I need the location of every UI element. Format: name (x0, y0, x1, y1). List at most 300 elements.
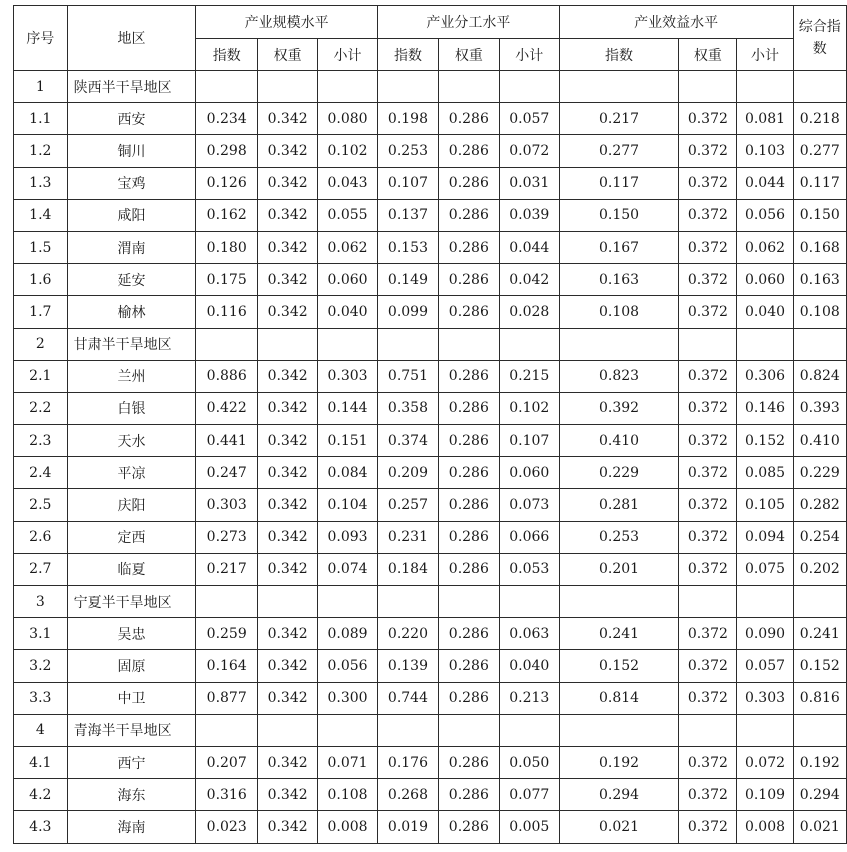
scale-subtotal-cell: 0.040 (318, 296, 378, 328)
division-index-cell: 0.198 (378, 103, 439, 135)
benefit-weight-cell: 0.372 (679, 746, 737, 778)
scale-index-cell: 0.273 (196, 521, 258, 553)
empty-cell (318, 714, 378, 746)
table-row (14, 103, 847, 135)
division-weight-cell: 0.286 (438, 553, 499, 585)
division-index-cell: 0.107 (378, 167, 439, 199)
empty-cell (196, 714, 258, 746)
empty-cell (318, 328, 378, 360)
composite-index-cell: 0.410 (793, 425, 846, 457)
row-number: 1.6 (14, 264, 68, 296)
division-weight-cell: 0.286 (438, 103, 499, 135)
section-number: 2 (14, 328, 68, 360)
scale-weight-cell: 0.342 (258, 779, 318, 811)
division-subtotal-cell: 0.102 (499, 392, 559, 424)
benefit-subtotal-cell: 0.306 (737, 360, 793, 392)
benefit-index-cell: 0.229 (559, 457, 679, 489)
empty-cell (378, 714, 439, 746)
division-subtotal-cell: 0.050 (499, 746, 559, 778)
benefit-index-cell: 0.201 (559, 553, 679, 585)
row-number: 2.5 (14, 489, 68, 521)
benefit-subtotal-cell: 0.060 (737, 264, 793, 296)
division-weight-header: 权重 (438, 39, 499, 71)
benefit-subtotal-cell: 0.085 (737, 457, 793, 489)
table-row (14, 811, 847, 843)
table-row (14, 553, 847, 585)
table-header (14, 6, 847, 71)
scale-weight-cell: 0.342 (258, 103, 318, 135)
composite-index-cell: 0.241 (793, 618, 846, 650)
division-subtotal-cell: 0.066 (499, 521, 559, 553)
row-number: 2.3 (14, 425, 68, 457)
division-weight-cell: 0.286 (438, 199, 499, 231)
composite-index-cell: 0.816 (793, 682, 846, 714)
benefit-index-cell: 0.253 (559, 521, 679, 553)
benefit-weight-cell: 0.372 (679, 779, 737, 811)
benefit-subtotal-cell: 0.044 (737, 167, 793, 199)
division-index-cell: 0.209 (378, 457, 439, 489)
division-subtotal-cell: 0.039 (499, 199, 559, 231)
division-index-cell: 0.744 (378, 682, 439, 714)
city-name: 咸阳 (67, 199, 196, 231)
division-index-cell: 0.358 (378, 392, 439, 424)
empty-cell (438, 328, 499, 360)
section-region-name: 青海半干旱地区 (67, 714, 196, 746)
composite-index-cell: 0.168 (793, 231, 846, 263)
scale-weight-cell: 0.342 (258, 296, 318, 328)
area-header: 地区 (67, 6, 196, 71)
composite-index-cell: 0.282 (793, 489, 846, 521)
city-name: 西安 (67, 103, 196, 135)
scale-weight-cell: 0.342 (258, 199, 318, 231)
division-weight-cell: 0.286 (438, 521, 499, 553)
scale-index-cell: 0.162 (196, 199, 258, 231)
benefit-subtotal-cell: 0.105 (737, 489, 793, 521)
empty-cell (499, 714, 559, 746)
empty-cell (559, 328, 679, 360)
division-subtotal-cell: 0.044 (499, 231, 559, 263)
benefit-subtotal-cell: 0.303 (737, 682, 793, 714)
city-name: 临夏 (67, 553, 196, 585)
scale-index-cell: 0.316 (196, 779, 258, 811)
city-name: 吴忠 (67, 618, 196, 650)
scale-subtotal-cell: 0.084 (318, 457, 378, 489)
empty-cell (499, 586, 559, 618)
scale-weight-cell: 0.342 (258, 167, 318, 199)
scale-index-cell: 0.023 (196, 811, 258, 843)
benefit-subtotal-cell: 0.081 (737, 103, 793, 135)
row-number: 2.2 (14, 392, 68, 424)
division-subtotal-cell: 0.028 (499, 296, 559, 328)
division-index-cell: 0.139 (378, 650, 439, 682)
benefit-subtotal-cell: 0.008 (737, 811, 793, 843)
city-name: 白银 (67, 392, 196, 424)
scale-index-cell: 0.298 (196, 135, 258, 167)
scale-index-cell: 0.234 (196, 103, 258, 135)
scale-subtotal-cell: 0.056 (318, 650, 378, 682)
empty-cell (499, 71, 559, 103)
benefit-index-cell: 0.277 (559, 135, 679, 167)
city-name: 海东 (67, 779, 196, 811)
composite-index-cell: 0.117 (793, 167, 846, 199)
section-row (14, 586, 847, 618)
benefit-weight-cell: 0.372 (679, 296, 737, 328)
benefit-subtotal-cell: 0.075 (737, 553, 793, 585)
empty-cell (737, 586, 793, 618)
division-index-cell: 0.220 (378, 618, 439, 650)
benefit-subtotal-cell: 0.090 (737, 618, 793, 650)
city-name: 平凉 (67, 457, 196, 489)
scale-subtotal-cell: 0.071 (318, 746, 378, 778)
scale-index-cell: 0.422 (196, 392, 258, 424)
city-name: 海南 (67, 811, 196, 843)
city-name: 天水 (67, 425, 196, 457)
city-name: 渭南 (67, 231, 196, 263)
empty-cell (793, 71, 846, 103)
scale-weight-cell: 0.342 (258, 521, 318, 553)
division-index-cell: 0.176 (378, 746, 439, 778)
division-weight-cell: 0.286 (438, 650, 499, 682)
empty-cell (258, 328, 318, 360)
division-subtotal-cell: 0.073 (499, 489, 559, 521)
composite-index-cell: 0.254 (793, 521, 846, 553)
scale-subtotal-cell: 0.060 (318, 264, 378, 296)
scale-weight-cell: 0.342 (258, 264, 318, 296)
scale-index-cell: 0.441 (196, 425, 258, 457)
composite-index-cell: 0.218 (793, 103, 846, 135)
empty-cell (438, 71, 499, 103)
data-table (13, 5, 847, 844)
scale-weight-cell: 0.342 (258, 457, 318, 489)
benefit-weight-cell: 0.372 (679, 650, 737, 682)
composite-index-cell: 0.192 (793, 746, 846, 778)
division-weight-cell: 0.286 (438, 618, 499, 650)
scale-subtotal-cell: 0.043 (318, 167, 378, 199)
benefit-index-cell: 0.392 (559, 392, 679, 424)
table-row (14, 264, 847, 296)
scale-subtotal-cell: 0.102 (318, 135, 378, 167)
division-subtotal-cell: 0.215 (499, 360, 559, 392)
empty-cell (196, 328, 258, 360)
composite-index-cell: 0.229 (793, 457, 846, 489)
empty-cell (559, 586, 679, 618)
division-subtotal-cell: 0.057 (499, 103, 559, 135)
composite-index-cell: 0.824 (793, 360, 846, 392)
scale-weight-cell: 0.342 (258, 618, 318, 650)
scale-index-header: 指数 (196, 39, 258, 71)
table-row (14, 779, 847, 811)
benefit-weight-cell: 0.372 (679, 521, 737, 553)
division-weight-cell: 0.286 (438, 746, 499, 778)
benefit-subtotal-cell: 0.072 (737, 746, 793, 778)
scale-subtotal-cell: 0.104 (318, 489, 378, 521)
division-group-header: 产业分工水平 (378, 6, 560, 39)
city-name: 宝鸡 (67, 167, 196, 199)
row-number: 2.7 (14, 553, 68, 585)
benefit-weight-cell: 0.372 (679, 457, 737, 489)
division-index-cell: 0.231 (378, 521, 439, 553)
benefit-index-cell: 0.410 (559, 425, 679, 457)
benefit-index-cell: 0.281 (559, 489, 679, 521)
section-row (14, 71, 847, 103)
section-number: 3 (14, 586, 68, 618)
division-weight-cell: 0.286 (438, 682, 499, 714)
benefit-weight-cell: 0.372 (679, 199, 737, 231)
scale-subtotal-cell: 0.144 (318, 392, 378, 424)
scale-index-cell: 0.116 (196, 296, 258, 328)
table-row (14, 618, 847, 650)
city-name: 兰州 (67, 360, 196, 392)
table-row (14, 199, 847, 231)
composite-index-cell: 0.393 (793, 392, 846, 424)
division-index-cell: 0.184 (378, 553, 439, 585)
scale-subtotal-cell: 0.089 (318, 618, 378, 650)
benefit-index-cell: 0.823 (559, 360, 679, 392)
row-number: 2.4 (14, 457, 68, 489)
scale-weight-cell: 0.342 (258, 489, 318, 521)
division-subtotal-cell: 0.040 (499, 650, 559, 682)
scale-index-cell: 0.247 (196, 457, 258, 489)
benefit-weight-cell: 0.372 (679, 811, 737, 843)
division-index-cell: 0.253 (378, 135, 439, 167)
scale-weight-cell: 0.342 (258, 682, 318, 714)
row-number: 1.4 (14, 199, 68, 231)
scale-index-cell: 0.886 (196, 360, 258, 392)
row-number: 3.2 (14, 650, 68, 682)
row-number: 3.1 (14, 618, 68, 650)
scale-subtotal-cell: 0.055 (318, 199, 378, 231)
city-name: 中卫 (67, 682, 196, 714)
row-number: 3.3 (14, 682, 68, 714)
benefit-subtotal-cell: 0.103 (737, 135, 793, 167)
section-region-name: 甘肃半干旱地区 (67, 328, 196, 360)
benefit-index-header: 指数 (559, 39, 679, 71)
scale-weight-header: 权重 (258, 39, 318, 71)
table-row (14, 360, 847, 392)
scale-index-cell: 0.164 (196, 650, 258, 682)
scale-index-cell: 0.217 (196, 553, 258, 585)
row-number: 2.1 (14, 360, 68, 392)
benefit-subtotal-cell: 0.057 (737, 650, 793, 682)
row-number: 1.7 (14, 296, 68, 328)
division-subtotal-cell: 0.077 (499, 779, 559, 811)
benefit-subtotal-cell: 0.146 (737, 392, 793, 424)
scale-weight-cell: 0.342 (258, 231, 318, 263)
division-index-cell: 0.751 (378, 360, 439, 392)
city-name: 西宁 (67, 746, 196, 778)
benefit-index-cell: 0.241 (559, 618, 679, 650)
empty-cell (378, 71, 439, 103)
table-row (14, 746, 847, 778)
scale-weight-cell: 0.342 (258, 360, 318, 392)
division-weight-cell: 0.286 (438, 392, 499, 424)
benefit-subtotal-cell: 0.040 (737, 296, 793, 328)
division-index-cell: 0.019 (378, 811, 439, 843)
benefit-index-cell: 0.814 (559, 682, 679, 714)
empty-cell (378, 328, 439, 360)
empty-cell (793, 586, 846, 618)
composite-index-cell: 0.163 (793, 264, 846, 296)
empty-cell (737, 328, 793, 360)
scale-subtotal-cell: 0.080 (318, 103, 378, 135)
division-weight-cell: 0.286 (438, 264, 499, 296)
benefit-subtotal-cell: 0.094 (737, 521, 793, 553)
row-number: 4.1 (14, 746, 68, 778)
scale-weight-cell: 0.342 (258, 650, 318, 682)
division-subtotal-cell: 0.005 (499, 811, 559, 843)
scale-index-cell: 0.303 (196, 489, 258, 521)
benefit-index-cell: 0.152 (559, 650, 679, 682)
scale-index-cell: 0.207 (196, 746, 258, 778)
empty-cell (196, 71, 258, 103)
table-row (14, 392, 847, 424)
empty-cell (679, 71, 737, 103)
composite-index-cell: 0.021 (793, 811, 846, 843)
empty-cell (318, 586, 378, 618)
benefit-weight-cell: 0.372 (679, 618, 737, 650)
empty-cell (737, 71, 793, 103)
division-weight-cell: 0.286 (438, 489, 499, 521)
benefit-subtotal-cell: 0.062 (737, 231, 793, 263)
benefit-weight-header: 权重 (679, 39, 737, 71)
division-index-header: 指数 (378, 39, 439, 71)
benefit-weight-cell: 0.372 (679, 167, 737, 199)
city-name: 延安 (67, 264, 196, 296)
division-weight-cell: 0.286 (438, 425, 499, 457)
empty-cell (679, 328, 737, 360)
scale-weight-cell: 0.342 (258, 746, 318, 778)
scale-subtotal-cell: 0.074 (318, 553, 378, 585)
scale-weight-cell: 0.342 (258, 425, 318, 457)
division-index-cell: 0.374 (378, 425, 439, 457)
benefit-weight-cell: 0.372 (679, 425, 737, 457)
table-row (14, 650, 847, 682)
composite-index-cell: 0.294 (793, 779, 846, 811)
scale-subtotal-cell: 0.151 (318, 425, 378, 457)
empty-cell (258, 586, 318, 618)
division-subtotal-cell: 0.063 (499, 618, 559, 650)
row-number: 1.5 (14, 231, 68, 263)
table-row (14, 167, 847, 199)
row-number: 1.3 (14, 167, 68, 199)
scale-weight-cell: 0.342 (258, 135, 318, 167)
division-weight-cell: 0.286 (438, 296, 499, 328)
division-subtotal-cell: 0.042 (499, 264, 559, 296)
table-row (14, 296, 847, 328)
table-row (14, 135, 847, 167)
section-region-name: 陕西半干旱地区 (67, 71, 196, 103)
table-body (14, 71, 847, 844)
row-number: 2.6 (14, 521, 68, 553)
benefit-index-cell: 0.294 (559, 779, 679, 811)
city-name: 榆林 (67, 296, 196, 328)
benefit-index-cell: 0.150 (559, 199, 679, 231)
empty-cell (559, 71, 679, 103)
table-row (14, 489, 847, 521)
city-name: 铜川 (67, 135, 196, 167)
scale-subtotal-cell: 0.008 (318, 811, 378, 843)
division-weight-cell: 0.286 (438, 779, 499, 811)
composite-index-cell: 0.202 (793, 553, 846, 585)
benefit-subtotal-cell: 0.109 (737, 779, 793, 811)
scale-index-cell: 0.175 (196, 264, 258, 296)
scale-weight-cell: 0.342 (258, 392, 318, 424)
empty-cell (258, 71, 318, 103)
benefit-index-cell: 0.217 (559, 103, 679, 135)
scale-subtotal-cell: 0.093 (318, 521, 378, 553)
table-row (14, 425, 847, 457)
benefit-weight-cell: 0.372 (679, 682, 737, 714)
division-subtotal-cell: 0.053 (499, 553, 559, 585)
composite-index-cell: 0.108 (793, 296, 846, 328)
row-number: 1.2 (14, 135, 68, 167)
section-number: 4 (14, 714, 68, 746)
division-weight-cell: 0.286 (438, 811, 499, 843)
division-subtotal-cell: 0.072 (499, 135, 559, 167)
empty-cell (559, 714, 679, 746)
benefit-index-cell: 0.192 (559, 746, 679, 778)
scale-index-cell: 0.180 (196, 231, 258, 263)
empty-cell (378, 586, 439, 618)
empty-cell (438, 586, 499, 618)
division-weight-cell: 0.286 (438, 360, 499, 392)
division-weight-cell: 0.286 (438, 167, 499, 199)
benefit-weight-cell: 0.372 (679, 489, 737, 521)
benefit-index-cell: 0.117 (559, 167, 679, 199)
section-region-name: 宁夏半干旱地区 (67, 586, 196, 618)
benefit-index-cell: 0.167 (559, 231, 679, 263)
scale-subtotal-cell: 0.062 (318, 231, 378, 263)
row-number: 4.3 (14, 811, 68, 843)
scale-weight-cell: 0.342 (258, 811, 318, 843)
row-number: 4.2 (14, 779, 68, 811)
scale-index-cell: 0.877 (196, 682, 258, 714)
table-row (14, 231, 847, 263)
division-subtotal-cell: 0.060 (499, 457, 559, 489)
table-row (14, 682, 847, 714)
composite-index-cell: 0.277 (793, 135, 846, 167)
empty-cell (737, 714, 793, 746)
scale-subtotal-cell: 0.108 (318, 779, 378, 811)
empty-cell (793, 328, 846, 360)
scale-weight-cell: 0.342 (258, 553, 318, 585)
division-weight-cell: 0.286 (438, 135, 499, 167)
benefit-weight-cell: 0.372 (679, 264, 737, 296)
benefit-weight-cell: 0.372 (679, 103, 737, 135)
benefit-weight-cell: 0.372 (679, 135, 737, 167)
empty-cell (258, 714, 318, 746)
empty-cell (499, 328, 559, 360)
scale-subtotal-header: 小计 (318, 39, 378, 71)
division-index-cell: 0.257 (378, 489, 439, 521)
row-number: 1.1 (14, 103, 68, 135)
benefit-subtotal-cell: 0.056 (737, 199, 793, 231)
division-index-cell: 0.268 (378, 779, 439, 811)
scale-index-cell: 0.259 (196, 618, 258, 650)
table-row (14, 457, 847, 489)
benefit-index-cell: 0.163 (559, 264, 679, 296)
empty-cell (679, 586, 737, 618)
section-number: 1 (14, 71, 68, 103)
division-index-cell: 0.149 (378, 264, 439, 296)
benefit-weight-cell: 0.372 (679, 553, 737, 585)
composite-index-cell: 0.150 (793, 199, 846, 231)
benefit-weight-cell: 0.372 (679, 392, 737, 424)
benefit-index-cell: 0.021 (559, 811, 679, 843)
division-weight-cell: 0.286 (438, 231, 499, 263)
scale-index-cell: 0.126 (196, 167, 258, 199)
benefit-weight-cell: 0.372 (679, 360, 737, 392)
